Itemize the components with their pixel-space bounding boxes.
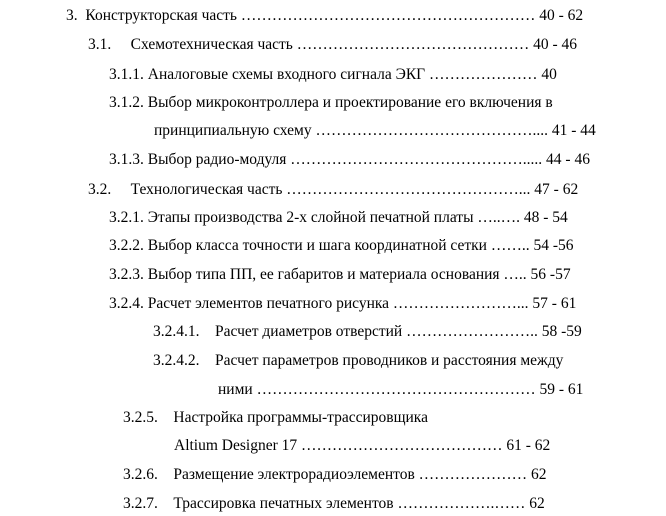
toc-line: 3.2.2. Выбор класса точности и шага координатной сетки …….. 54 -56	[109, 237, 574, 254]
toc-line: 3. Конструкторская часть ………………………………………………… 40 - 62	[66, 7, 584, 24]
toc-line: 3.2.6. Размещение электрорадиоэлементов ………………… 62	[123, 466, 547, 483]
toc-line: 3.2.4.1. Расчет диаметров отверстий …………………….. 58 -59	[153, 323, 582, 340]
toc-line: 3.2.5. Настройка программы-трассировщика	[123, 409, 428, 426]
toc-line: 3.2.3. Выбор типа ПП, ее габаритов и материала основания ….. 56 -57	[109, 266, 571, 283]
toc-line: 3.1. Схемотехническая часть ……………………………………… 40 - 46	[88, 36, 578, 53]
toc-line: 3.1.2. Выбор микроконтроллера и проектирование его включения в	[109, 94, 553, 111]
toc-line: 3.2. Технологическая часть ………………………………………... 47 - 62	[88, 181, 579, 198]
toc-line: 3.1.1. Аналоговые схемы входного сигнала ЭКГ ………………… 40	[109, 66, 557, 83]
toc-line: 3.1.3. Выбор радио-модуля ………………………………………..... 44 - 46	[109, 151, 590, 168]
toc-line: ними ……………………………………………… 59 - 61	[218, 381, 584, 398]
toc-line: 3.2.7. Трассировка печатных элементов ……………….…… 62	[123, 495, 545, 512]
toc-line: 3.2.4. Расчет элементов печатного рисунка ……………………... 57 - 61	[109, 295, 577, 312]
toc-line: 3.2.4.2. Расчет параметров проводников и расстояния между	[153, 352, 564, 369]
toc-line: принципиальную схему …………………………………….... 41 - 44	[154, 122, 596, 139]
toc-line: 3.2.1. Этапы производства 2-х слойной печатной платы …..…. 48 - 54	[109, 209, 568, 226]
toc-line: Altium Designer 17 ………………………………… 61 - 62	[174, 437, 551, 454]
